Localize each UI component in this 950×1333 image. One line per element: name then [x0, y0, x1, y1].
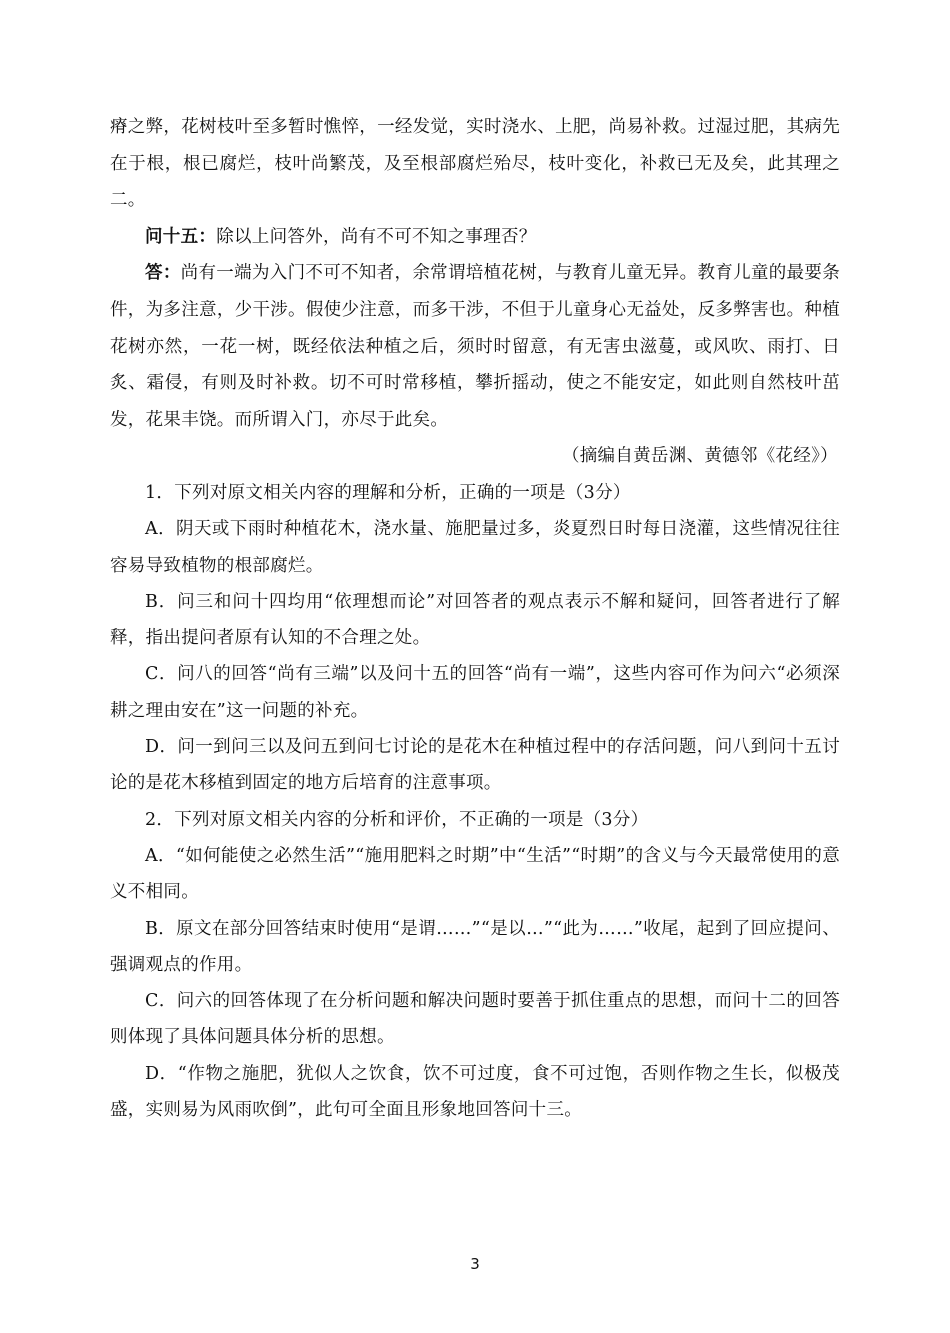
question-2-option-a: A．“如何能使之必然生活”“施用肥料之时期”中“生活”“时期”的含义与今天最常使用的意义不相同。	[110, 845, 840, 903]
question-2-option-b: B．原文在部分回答结束时使用“是谓……”“是以…”“此为……”收尾，起到了回应提问、强调观点的作用。	[110, 918, 840, 975]
question-1-option-a: A．阴天或下雨时种植花木，浇水量、施肥量过多，炎夏烈日时每日浇灌，这些情况往往容易导致植物的根部腐烂。	[110, 519, 840, 576]
question-1-option-d: D．问一到问三以及问五到问七讨论的是花木在种植过程中的存活问题，问八到问十五讨论的是花木移植到固定的地方后培育的注意事项。	[110, 737, 840, 794]
page-number: 3	[470, 1255, 480, 1273]
question-15-label: 问十五：	[145, 226, 217, 247]
question-1-stem: 1．下列对原文相关内容的理解和分析，正确的一项是（3分）	[145, 483, 631, 503]
question-1-option-b: B．问三和问十四均用“依理想而论”对回答者的观点表示不解和疑问，回答者进行了解释，指出提问者原有认知的不合理之处。	[110, 591, 840, 649]
answer-text: 尚有一端为入门不可不知者，余常谓培植花树，与教育儿童无异。教育儿童的最要条件，为多注意，少干涉。假使少注意，而多干涉，不但于儿童身心无益处，反多弊害也。种植花树亦然，一花一树，既经依法种植之后，须时时留意，有无害虫滋蔓，或风吹、雨打、日炙、霜侵，有则及时补救。切不可时常移植，攀折摇动，使之不能安定，如此则自然枝叶茁发，花果丰饶。而所谓入门，亦尽于此矣。	[110, 263, 840, 430]
passage	[110, 109, 840, 475]
question-2-stem: 2．下列对原文相关内容的分析和评价，不正确的一项是（3分）	[145, 809, 649, 830]
answer-label: 答：	[145, 263, 181, 284]
question-2-option-c: C．问六的回答体现了在分析问题和解决问题时要善于抓住重点的思想，而问十二的回答则体现了具体问题具体分析的思想。	[110, 991, 840, 1048]
question-15-paragraph	[110, 219, 840, 256]
questions-section	[110, 475, 840, 1128]
source-citation: （摘编自黄岳渊、黄德邻《花经》）	[561, 446, 838, 467]
question-15-text: 除以上问答外，尚有不可不知之事理否？	[216, 226, 537, 247]
question-2-option-d: D．“作物之施肥，犹似人之饮食，饮不可过度，食不可过饱，否则作物之生长，似极茂盛，实则易为风雨吹倒”，此句可全面且形象地回答问十三。	[110, 1063, 840, 1121]
passage-paragraph-continued: 瘠之弊，花树枝叶至多暂时憔悴，一经发觉，实时浇水、上肥，尚易补救。过湿过肥，其病先在于根，根已腐烂，枝叶尚繁茂，及至根部腐烂殆尽，枝叶变化，补救已无及矣，此其理之二。	[110, 117, 840, 211]
question-1-option-c: C．问八的回答“尚有三端”以及问十五的回答“尚有一端”，这些内容可作为问六“必须深耕之理由安在”这一问题的补充。	[110, 664, 840, 721]
answer-paragraph	[110, 255, 840, 438]
